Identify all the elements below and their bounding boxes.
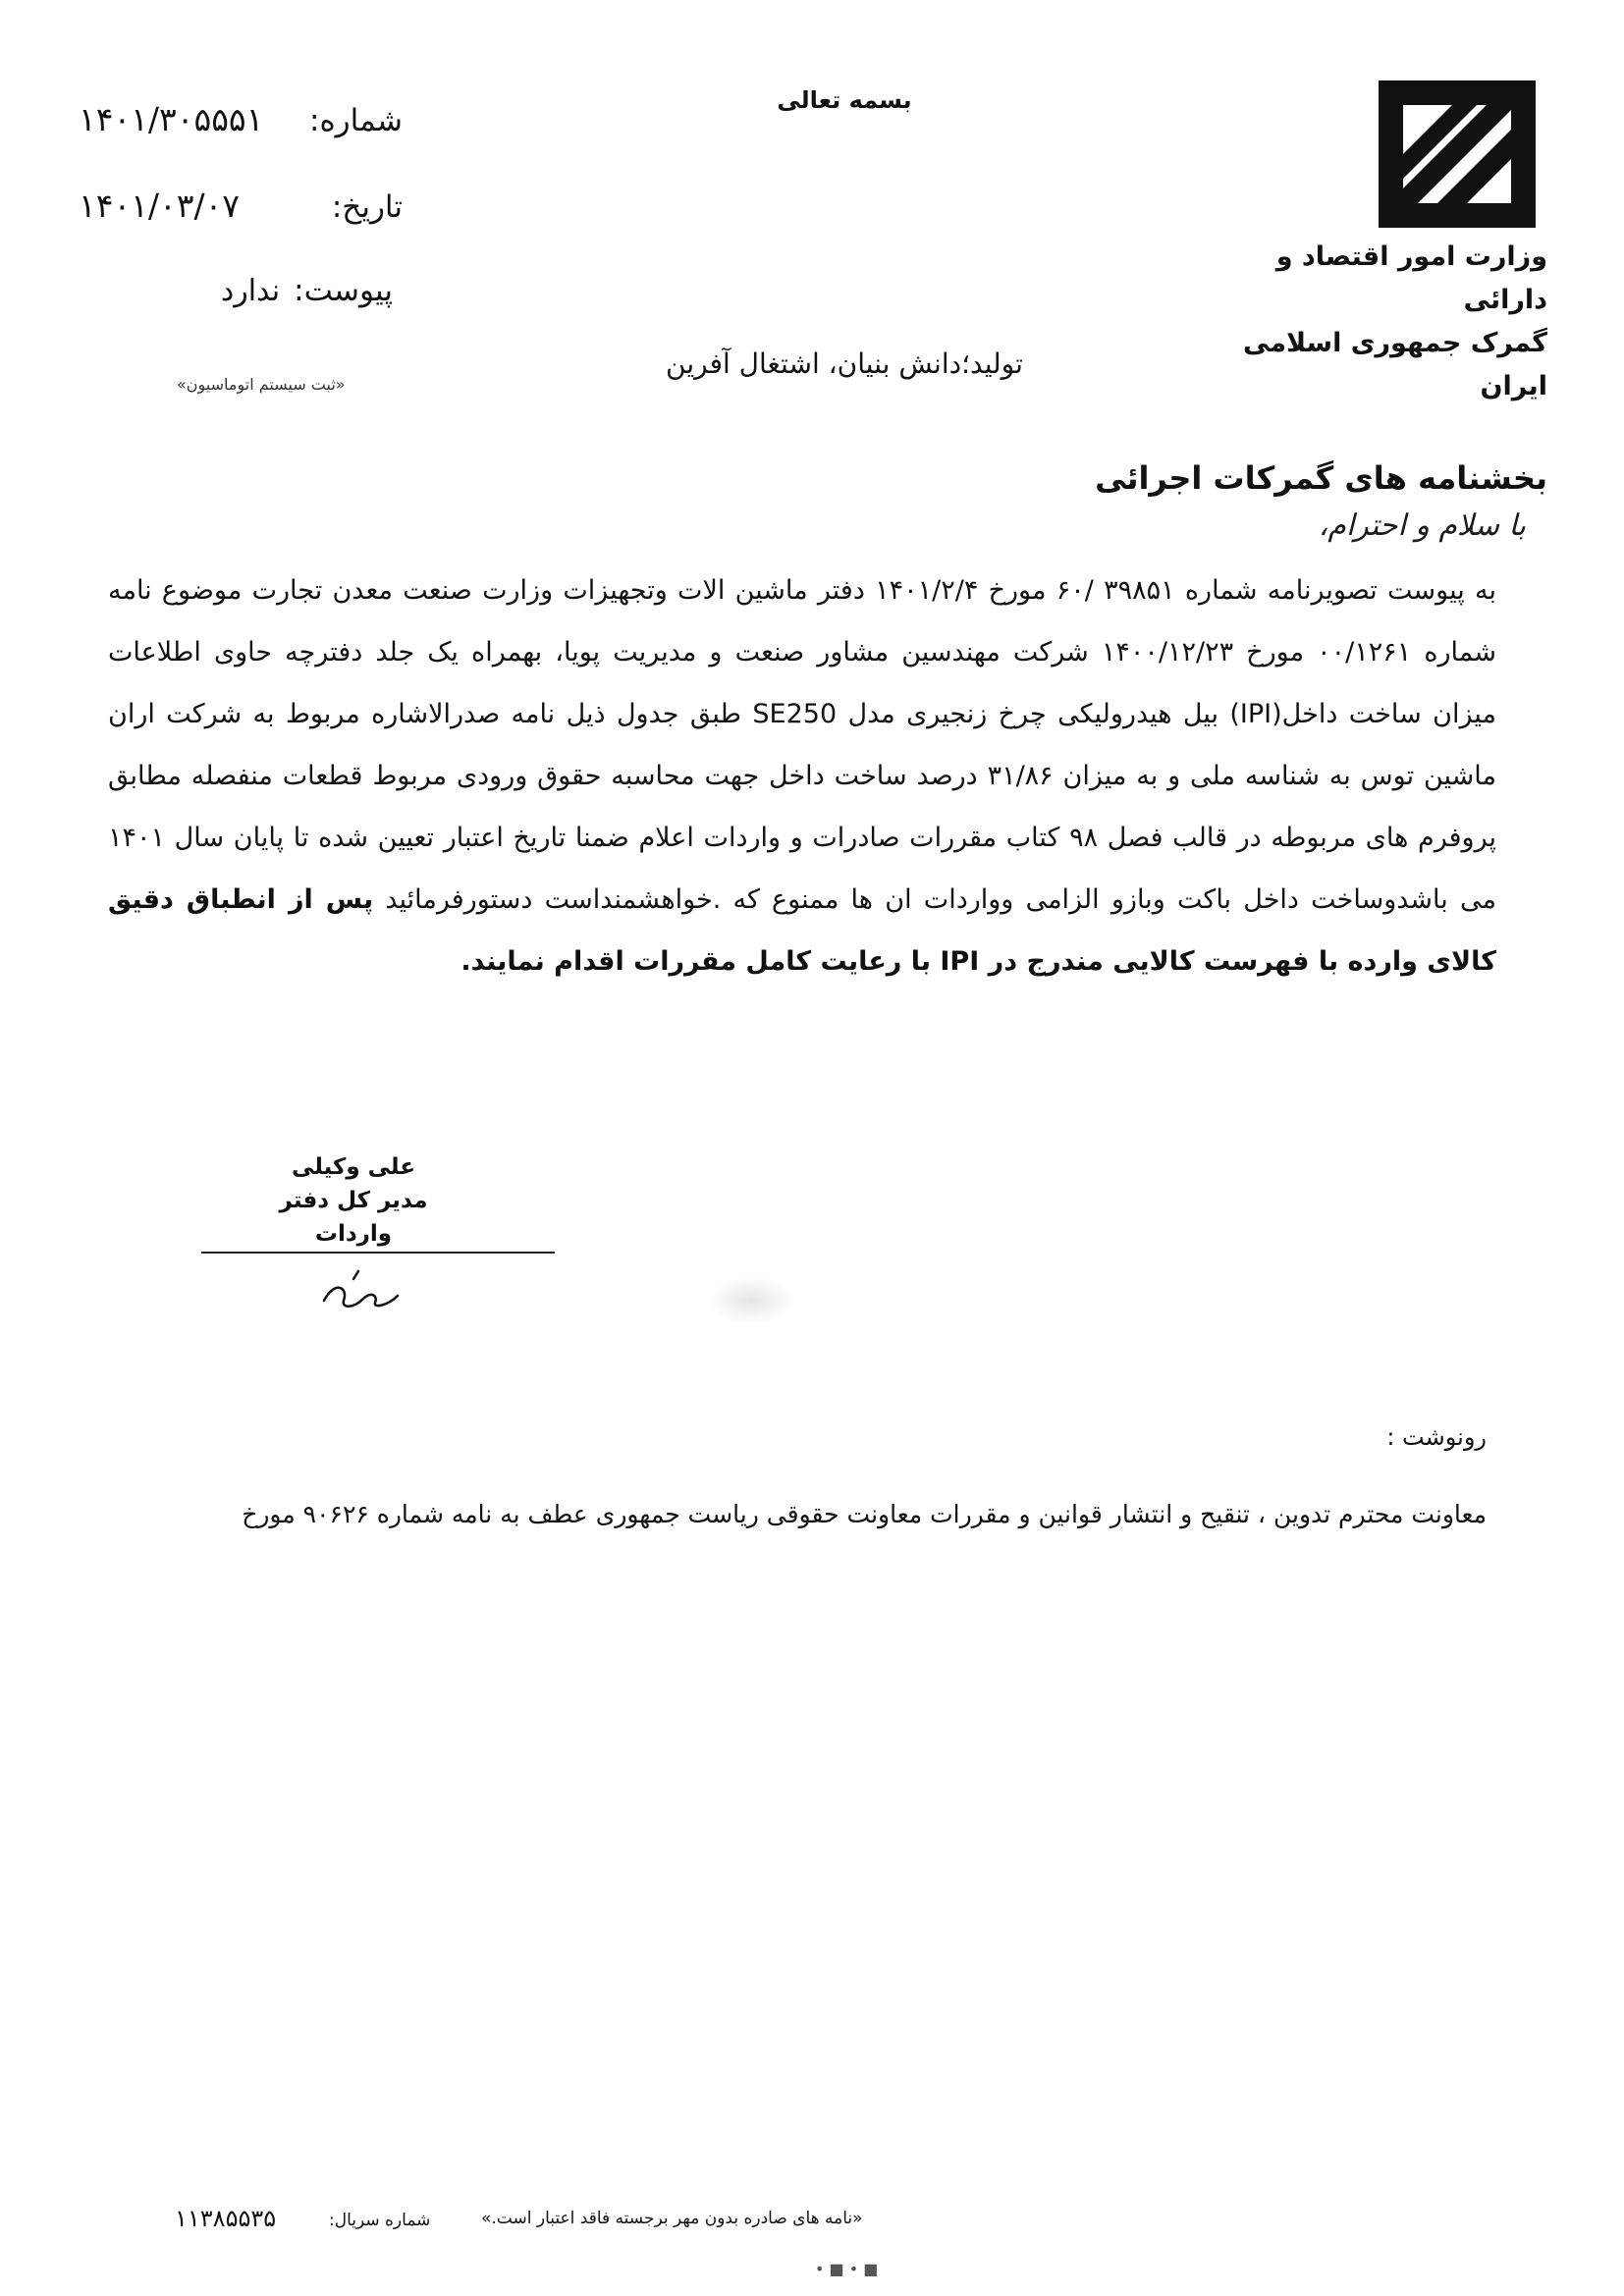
letter-body — [108, 560, 1496, 992]
ministry-block — [1223, 236, 1547, 408]
footer-validity-note: «نامه های صادره بدون مهر برجسته فاقد اعتبار است.» — [481, 2209, 863, 2228]
footer-stamp-marks: • ■ • ■ — [815, 2260, 879, 2278]
letter-number-row — [79, 100, 403, 138]
letter-attachment-row — [79, 273, 393, 308]
signatory-position: مدیر کل دفتر واردات — [279, 1188, 428, 1247]
letter-body-bold: پس از انطباق دقیق کالای وارده با فهرست کالایی مندرج در IPI با رعایت کامل مقررات اقدام نمایند. — [108, 884, 1496, 977]
letter-date-label: تاریخ: — [331, 189, 403, 225]
bismillah-heading: بسمه تعالی — [777, 86, 912, 114]
ministry-line-1: وزارت امور اقتصاد و دارائی — [1275, 241, 1547, 315]
copy-recipient: معاونت محترم تدوین ، تنقیح و انتشار قوانین و مقررات معاونت حقوقی ریاست جمهوری عطف به نامه شماره ۹۰۶۲۶ مورخ — [242, 1500, 1487, 1528]
letter-title: بخشنامه های گمرکات اجرائی — [1095, 459, 1547, 497]
automation-note: «ثبت سیستم اتوماسیون» — [177, 375, 346, 394]
scan-smudge — [707, 1276, 795, 1325]
letter-greeting: با سلام و احترام، — [1318, 508, 1526, 543]
signature-line — [201, 1252, 555, 1254]
letter-attachment-label: پیوست: — [294, 273, 393, 308]
customs-logo — [1379, 80, 1536, 228]
handwritten-signature — [295, 1261, 432, 1320]
letter-date-row — [79, 187, 403, 225]
signatory-name: علی وکیلی — [291, 1154, 416, 1180]
letter-attachment-value: ندارد — [220, 274, 281, 308]
letter-date-value: ۱۴۰۱/۰۳/۰۷ — [79, 187, 241, 225]
footer-serial-label: شماره سریال: — [329, 2211, 431, 2230]
copy-label: رونوشت : — [1386, 1423, 1487, 1451]
footer-serial-value: ۱۱۳۸۵۵۳۵ — [175, 2205, 277, 2232]
letter-number-value: ۱۴۰۱/۳۰۵۵۵۱ — [79, 100, 264, 138]
letter-number-label: شماره: — [309, 103, 403, 138]
signature-block — [255, 1150, 452, 1251]
ministry-line-2: گمرک جمهوری اسلامی ایران — [1243, 328, 1547, 401]
year-slogan: تولید؛دانش بنیان، اشتغال آفرین — [666, 347, 1023, 380]
letter-body-main: به پیوست تصویرنامه شماره ۳۹۸۵۱ /۶۰ مورخ ۱۴۰۱/۲/۴ دفتر ماشین الات وتجهیزات وزارت صنعت معدن تجارت موضوع نامه شماره ۰۰/۱۲۶۱ مورخ ۱۴۰۰/۱۲/۲۳ شرکت مهندسین مشاور صنعت و مدیریت پویا، بهمراه یک جلد دفترچه حاوی اطلاعات میزان ساخت داخل(IPI) بیل هیدرولیکی چرخ زنجیری مدل SE250 طبق جدول ذیل نامه صدرالاشاره مربوط به شرکت اران ماشین توس به شناسه ملی و به میزان ۳۱/۸۶ درصد ساخت داخل جهت محاسبه حقوق ورودی مربوط قطعات منفصله مطابق پروفرم های مربوطه در قالب فصل ۹۸ کتاب مقررات صادرات و واردات اعلام ضمنا تاریخ اعتبار تعیین شده تا پایان سال ۱۴۰۱ می باشدوساخت داخل باکت وبازو الزامی وواردات ان ها ممنوع که .خواهشمنداست دستورفرمائید — [108, 575, 1497, 915]
